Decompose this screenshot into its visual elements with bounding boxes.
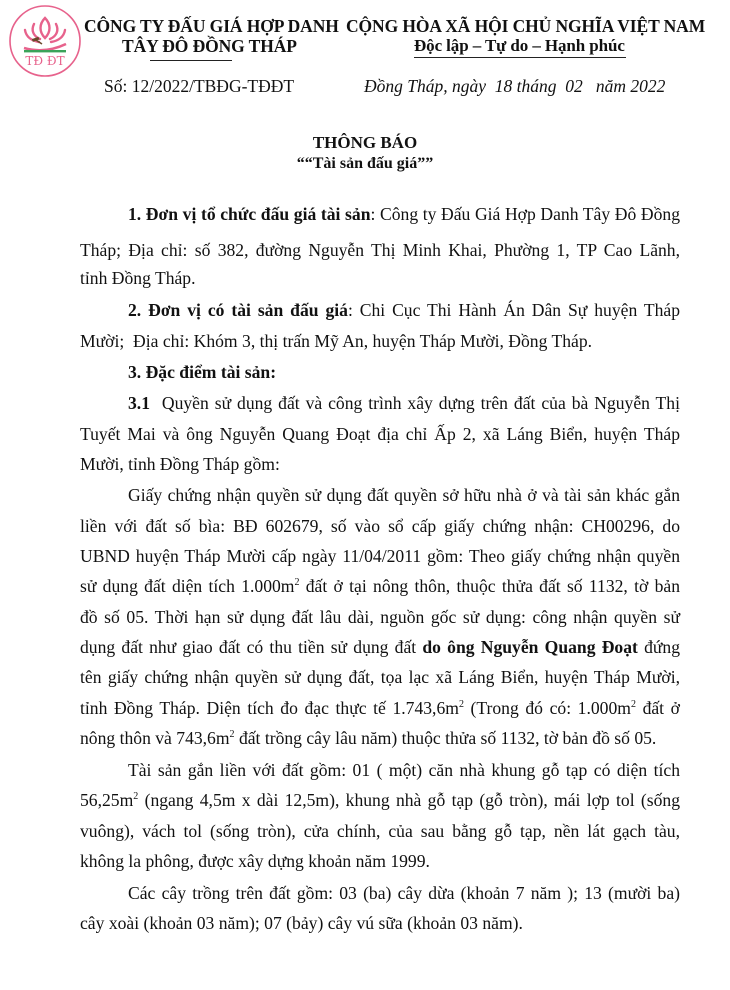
house-line-4: không la phông, được xây dựng khoản năm 1999. bbox=[80, 851, 430, 871]
section-1-line-1 bbox=[128, 204, 680, 225]
house-line-1: Tài sản gắn liền với đất gồm: 01 ( một) căn nhà khung gỗ tạp có diện tích bbox=[128, 760, 680, 780]
section-3-1-text: Quyền sử dụng đất và công trình xây dựng trên đất của bà Nguyễn Thị bbox=[161, 393, 680, 413]
certificate-line-2: liền với đất số bìa: BĐ 602679, số vào sổ cấp giấy chứng nhận: CH00296, do bbox=[80, 516, 680, 536]
text-span: đất trồng cây lâu năm) thuộc thửa số 1132, tờ bản đồ số 05. bbox=[234, 728, 657, 748]
certificate-line-8 bbox=[80, 698, 680, 719]
section-1-label: 1. Đơn vị tổ chức đấu giá tài sản bbox=[128, 204, 371, 224]
certificate-line-4 bbox=[80, 576, 680, 597]
superscript: 2 bbox=[229, 729, 235, 740]
trees-line-1: Các cây trồng trên đất gồm: 03 (ba) cây dừa (khoản 7 năm ); 13 (mười ba) bbox=[128, 883, 680, 903]
house-line-2 bbox=[80, 790, 680, 811]
certificate-line-7: tên giấy chứng nhận quyền sử dụng đất, tọa lạc xã Láng Biển, huyện Tháp Mười, bbox=[80, 667, 680, 687]
text-span: (Trong đó có: 1.000m bbox=[463, 698, 631, 718]
certificate-line-6 bbox=[80, 637, 680, 658]
document-date: Đồng Tháp, ngày 18 tháng 02 năm 2022 bbox=[364, 76, 666, 96]
superscript: 2 bbox=[630, 699, 636, 710]
section-2-line-2: Mười; Địa chỉ: Khóm 3, thị trấn Mỹ An, huyện Tháp Mười, Đồng Tháp. bbox=[80, 331, 593, 351]
text-span: nông thôn và 743,6m bbox=[80, 728, 230, 748]
house-line-3: vuông), vách tol (sống tròn), cửa chính, của sau bằng gỗ tạp, nền lát gạch tàu, bbox=[80, 821, 680, 841]
section-2-label: 2. Đơn vị có tài sản đấu giá bbox=[128, 300, 348, 320]
document-subtitle: ““Tài sản đấu giá”” bbox=[296, 155, 434, 172]
certificate-line-3: UBND huyện Tháp Mười cấp ngày 11/04/2011 gồm: Theo giấy chứng nhận quyền bbox=[80, 546, 680, 566]
section-1-line-2: Tháp; Địa chỉ: số 382, đường Nguyễn Thị Minh Khai, Phường 1, TP Cao Lãnh, bbox=[80, 240, 680, 260]
text-span: dụng đất như giao đất có thu tiền sử dụng đất bbox=[80, 637, 423, 657]
trees-line-2: cây xoài (khoản 03 năm); 07 (bảy) cây vú sữa (khoản 03 năm). bbox=[80, 913, 523, 933]
text-span: đứng bbox=[637, 637, 680, 657]
company-underline-divider bbox=[150, 60, 232, 61]
document-title: THÔNG BÁO bbox=[312, 133, 418, 152]
section-3-1-line-1 bbox=[128, 393, 680, 414]
section-3-heading bbox=[128, 362, 680, 383]
nation-motto: Độc lập – Tự do – Hạnh phúc bbox=[414, 36, 625, 55]
certificate-line-9 bbox=[80, 728, 680, 749]
owner-name-bold: do ông Nguyễn Quang Đoạt bbox=[422, 637, 638, 657]
section-3-1-label: 3.1 bbox=[128, 393, 150, 413]
logo-text: TĐ ĐT bbox=[25, 54, 65, 68]
certificate-line-5: đồ số 05. Thời hạn sử dụng đất lâu dài, nguồn gốc sử dụng: công nhận quyền sử bbox=[80, 607, 680, 627]
superscript: 2 bbox=[133, 791, 139, 802]
text-span: đất ở bbox=[635, 698, 680, 718]
section-2-line-1 bbox=[128, 300, 680, 321]
section-3-1-line-2: Tuyết Mai và ông Nguyễn Quang Đoạt địa chỉ Ấp 2, xã Láng Biển, huyện Tháp bbox=[80, 424, 680, 444]
superscript: 2 bbox=[458, 699, 464, 710]
text-span: sử dụng đất diện tích 1.000m bbox=[80, 576, 295, 596]
text-span: 56,25m bbox=[80, 790, 134, 810]
document-number: Số: 12/2022/TBĐG-TĐĐT bbox=[104, 76, 295, 96]
company-name-line2: TÂY ĐÔ ĐỒNG THÁP bbox=[122, 36, 297, 56]
section-2-text: : Chi Cục Thi Hành Án Dân Sự huyện Tháp bbox=[347, 300, 680, 320]
text-span: (ngang 4,5m x dài 12,5m), khung nhà gỗ tạp (gỗ tròn), mái lợp tol (sống bbox=[138, 790, 680, 810]
section-1-line-3: tỉnh Đồng Tháp. bbox=[80, 268, 196, 288]
company-logo-icon bbox=[8, 4, 82, 78]
superscript: 2 bbox=[294, 577, 300, 588]
section-3-label: 3. Đặc điểm tài sản: bbox=[128, 362, 277, 382]
text-span: đất ở tại nông thôn, thuộc thửa đất số 1132, tờ bản bbox=[299, 576, 681, 596]
nation-title: CỘNG HÒA XÃ HỘI CHỦ NGHĨA VIỆT NAM bbox=[346, 16, 706, 36]
motto-underline-divider bbox=[414, 57, 626, 58]
section-1-text: : Công ty Đấu Giá Hợp Danh Tây Đô Đồng bbox=[370, 204, 680, 224]
certificate-line-1: Giấy chứng nhận quyền sử dụng đất quyền sở hữu nhà ở và tài sản khác gắn bbox=[128, 485, 680, 505]
company-name-line1: CÔNG TY ĐẤU GIÁ HỢP DANH bbox=[84, 16, 339, 36]
section-3-1-line-3: Mười, tỉnh Đồng Tháp gồm: bbox=[80, 454, 280, 474]
text-span: tỉnh Đồng Tháp. Diện tích đo đạc thực tế 1.743,6m bbox=[80, 698, 459, 718]
